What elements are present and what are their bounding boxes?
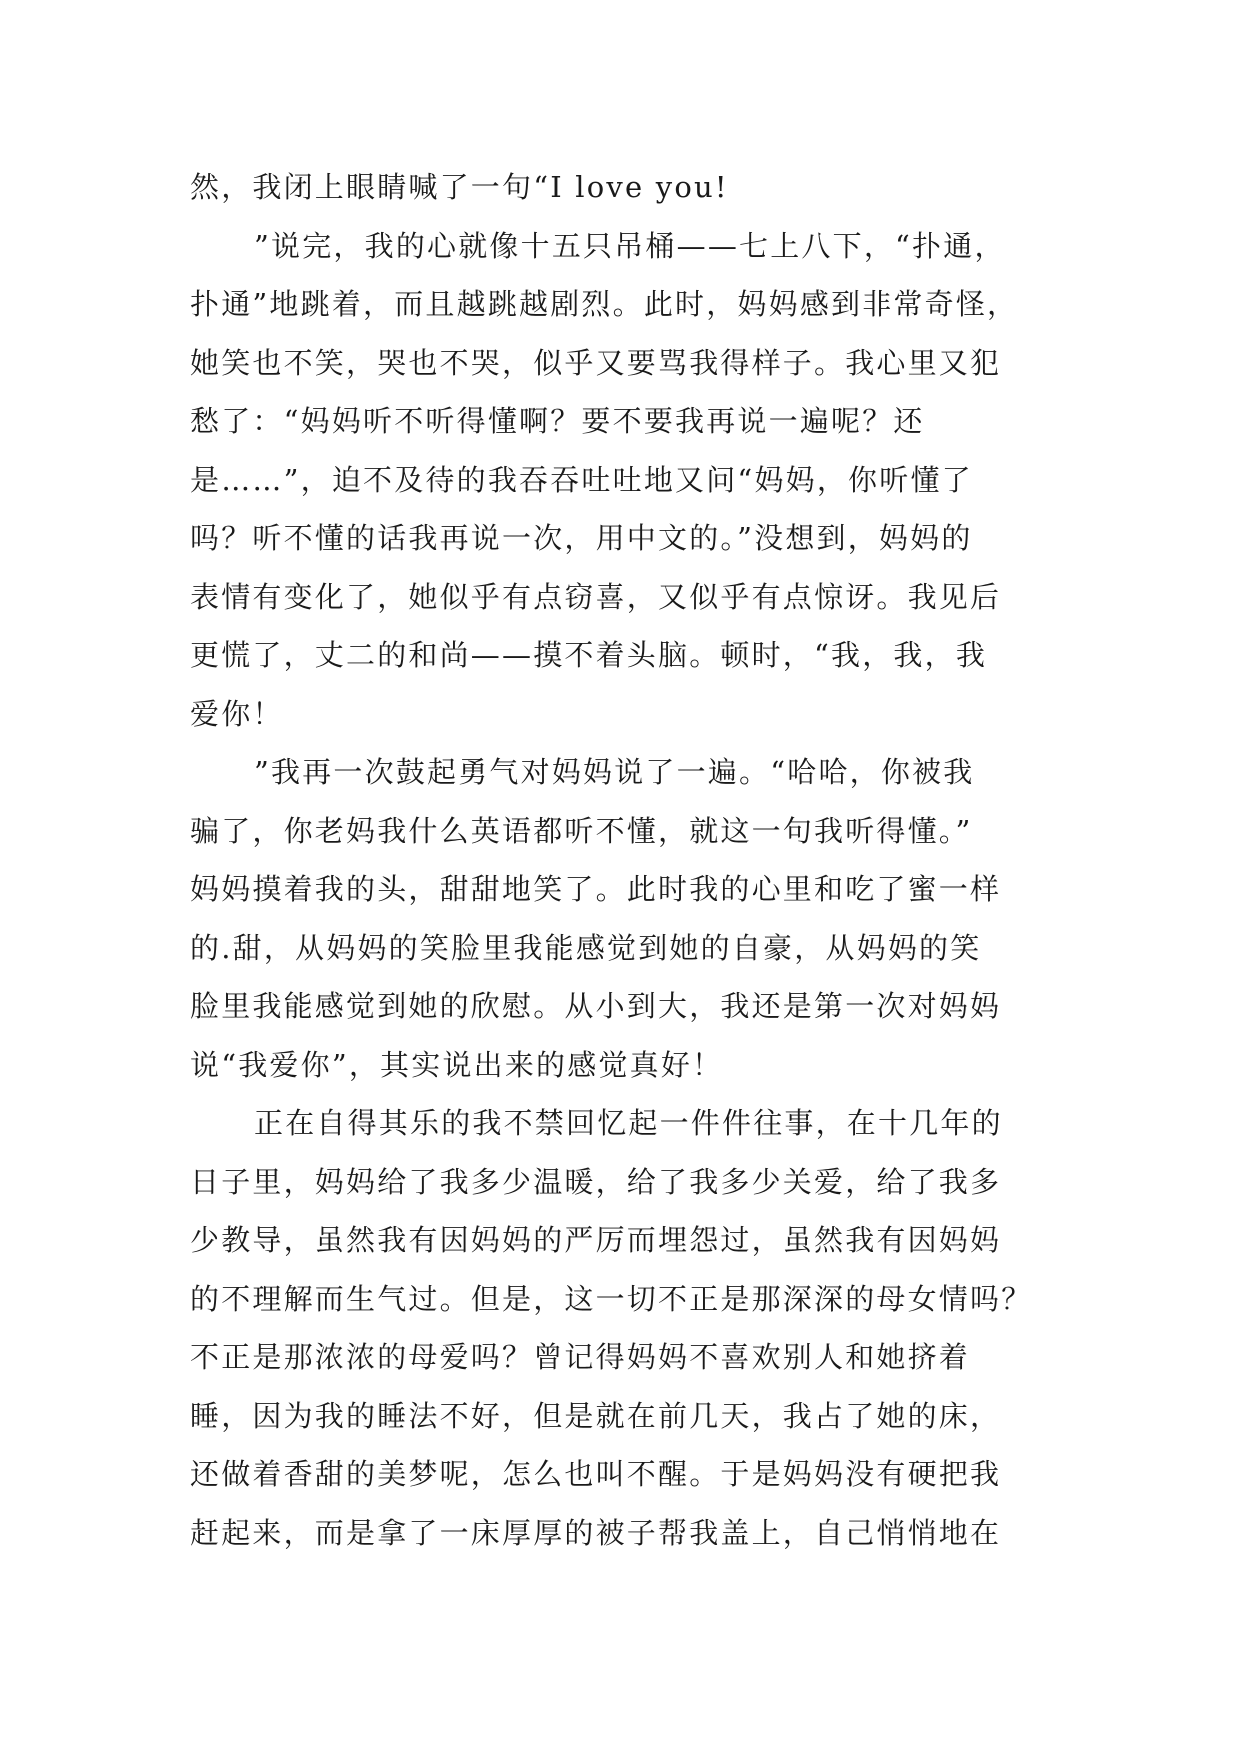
text-line: 正在自得其乐的我不禁回忆起一件件往事，在十几年的 bbox=[254, 1106, 1003, 1140]
text-line: 还做着香甜的美梦呢，怎么也叫不醒。于是妈妈没有硬把我 bbox=[190, 1457, 1002, 1491]
text-line: 她笑也不笑，哭也不哭，似乎又要骂我得样子。我心里又犯 bbox=[190, 345, 1002, 380]
essay-body bbox=[190, 158, 1060, 1562]
text-line: 愁了：“妈妈听不听得懂啊？要不要我再说一遍呢？还 bbox=[190, 404, 925, 438]
text-line: 爱你！ bbox=[190, 696, 284, 731]
text-line: ”我再一次鼓起勇气对妈妈说了一遍。“哈哈，你被我 bbox=[254, 755, 975, 789]
text-line: 日子里，妈妈给了我多少温暖，给了我多少关爱，给了我多 bbox=[190, 1164, 1002, 1199]
text-line: ”说完，我的心就像十五只吊桶——七上八下，“扑通， bbox=[254, 228, 1006, 263]
text-line: 骗了，你老妈我什么英语都听不懂，就这一句我听得懂。” bbox=[190, 813, 973, 848]
text-line: 吗？听不懂的话我再说一次，用中文的。”没想到，妈妈的 bbox=[190, 521, 973, 555]
text-line: 不正是那浓浓的母爱吗？曾记得妈妈不喜欢别人和她挤着 bbox=[190, 1340, 971, 1374]
text-line: 脸里我能感觉到她的欣慰。从小到大，我还是第一次对妈妈 bbox=[190, 989, 1002, 1023]
text-line: 的.甜，从妈妈的笑脸里我能感觉到她的自豪，从妈妈的笑 bbox=[190, 930, 982, 965]
text-line: 然，我闭上眼睛喊了一句“I love you! bbox=[190, 170, 729, 204]
text-line: 表情有变化了，她似乎有点窃喜，又似乎有点惊讶。我见后 bbox=[190, 579, 1002, 614]
text-line: 妈妈摸着我的头，甜甜地笑了。此时我的心里和吃了蜜一样 bbox=[190, 872, 1002, 906]
text-line: 是……”，迫不及待的我吞吞吐吐地又问“妈妈，你听懂了 bbox=[190, 462, 973, 497]
text-line: 扑通”地跳着，而且越跳越剧烈。此时，妈妈感到非常奇怪， bbox=[190, 287, 1019, 321]
text-line: 少教导，虽然我有因妈妈的严厉而埋怨过，虽然我有因妈妈 bbox=[190, 1223, 1002, 1257]
text-line: 赶起来，而是拿了一床厚厚的被子帮我盖上，自己悄悄地在 bbox=[190, 1515, 1002, 1550]
text-line: 的不理解而生气过。但是，这一切不正是那深深的母女情吗？ bbox=[190, 1281, 1033, 1316]
text-line: 说“我爱你”，其实说出来的感觉真好！ bbox=[190, 1047, 724, 1082]
text-line: 更慌了，丈二的和尚——摸不着头脑。顿时，“我，我，我 bbox=[190, 638, 988, 672]
text-line: 睡，因为我的睡法不好，但是就在前几天，我占了她的床， bbox=[190, 1398, 1002, 1433]
